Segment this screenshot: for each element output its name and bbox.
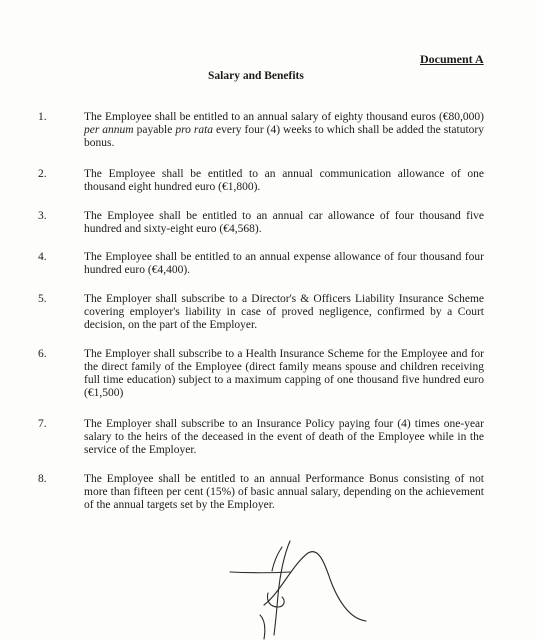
clause-number: 6. <box>38 348 47 360</box>
clause-text: The Employee shall be entitled to an annual Performance Bonus consisting of not more than fifteen per cent (15%) of basic annual salary, depending on the achievement of the annual targets set by the Employer. <box>84 473 484 511</box>
document-reference: Document A <box>420 52 484 66</box>
clause-number: 2. <box>38 168 47 180</box>
signature-icon <box>220 535 380 640</box>
clause-text: The Employee shall be entitled to an annual communication allowance of one thousand eight hundred euro (€1,800). <box>84 168 484 193</box>
document-title: Salary and Benefits <box>208 70 304 82</box>
clause-text: The Employee shall be entitled to an annual expense allowance of four thousand four hundred euro (€4,400). <box>84 251 484 276</box>
clause-text: The Employee shall be entitled to an annual car allowance of four thousand five hundred and sixty-eight euro (€4,568). <box>84 210 484 235</box>
clause-number: 5. <box>38 293 47 305</box>
clause-number: 8. <box>38 473 47 485</box>
clause-number: 3. <box>38 210 47 222</box>
clause-text: The Employer shall subscribe to a Director's & Officers Liability Insurance Scheme covering employer's liability in case of proved negligence, confirmed by a Court decision, on the part of the Employer. <box>84 293 484 331</box>
clause-text: The Employer shall subscribe to an Insurance Policy paying four (4) times one-year salary to the heirs of the deceased in the event of death of the Employee while in the service of the Employer. <box>84 418 484 456</box>
clause-number: 4. <box>38 251 47 263</box>
clause-number: 7. <box>38 418 47 430</box>
clause-text: The Employee shall be entitled to an annual salary of eighty thousand euros (€80,000) per annum payable pro rata every four (4) weeks to which shall be added the statutory bonus. <box>84 111 484 149</box>
clause-text: The Employer shall subscribe to a Health Insurance Scheme for the Employee and for the direct family of the Employee (direct family means spouse and children receiving full time education) subject to a maximum capping of one thousand five hundred euro (€1,500) <box>84 348 484 399</box>
clause-number: 1. <box>38 111 47 123</box>
